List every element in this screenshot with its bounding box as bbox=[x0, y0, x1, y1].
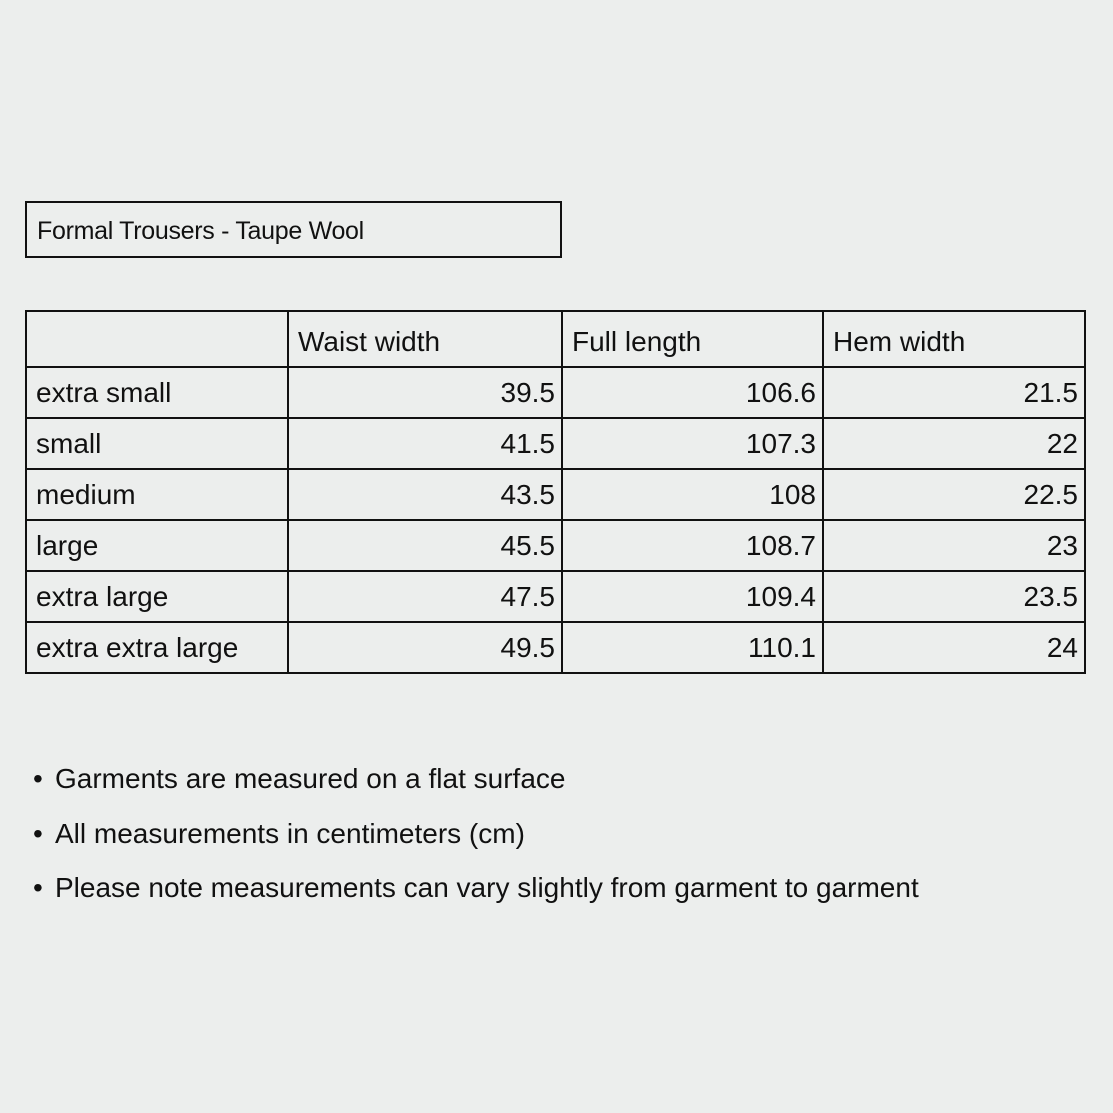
table-row bbox=[26, 571, 1085, 622]
size-cell: extra large bbox=[26, 571, 288, 622]
waist-cell: 41.5 bbox=[288, 418, 562, 469]
note-item bbox=[33, 763, 919, 818]
bullet-icon: • bbox=[33, 763, 43, 794]
waist-cell: 39.5 bbox=[288, 367, 562, 418]
title-box bbox=[25, 201, 562, 258]
bullet-icon: • bbox=[33, 817, 43, 849]
hem-cell: 21.5 bbox=[823, 367, 1085, 418]
note-text: Please note measurements can vary slightly from garment to garment bbox=[55, 872, 919, 903]
size-cell: medium bbox=[26, 469, 288, 520]
hem-cell: 24 bbox=[823, 622, 1085, 673]
size-cell: large bbox=[26, 520, 288, 571]
note-item bbox=[33, 818, 919, 873]
length-cell: 110.1 bbox=[562, 622, 823, 673]
table-row bbox=[26, 367, 1085, 418]
waist-cell: 47.5 bbox=[288, 571, 562, 622]
bullet-icon: • bbox=[33, 872, 43, 903]
header-cell-length: Full length bbox=[562, 311, 823, 367]
table-row bbox=[26, 418, 1085, 469]
waist-cell: 49.5 bbox=[288, 622, 562, 673]
hem-cell: 23.5 bbox=[823, 571, 1085, 622]
hem-cell: 22 bbox=[823, 418, 1085, 469]
hem-cell: 22.5 bbox=[823, 469, 1085, 520]
length-cell: 109.4 bbox=[562, 571, 823, 622]
header-cell-hem: Hem width bbox=[823, 311, 1085, 367]
size-chart-table bbox=[25, 310, 1086, 674]
note-text: All measurements in centimeters (cm) bbox=[55, 817, 525, 849]
length-cell: 108.7 bbox=[562, 520, 823, 571]
table-row bbox=[26, 622, 1085, 673]
note-text: Garments are measured on a flat surface bbox=[55, 763, 566, 794]
table-row bbox=[26, 469, 1085, 520]
hem-cell: 23 bbox=[823, 520, 1085, 571]
table-row bbox=[26, 520, 1085, 571]
header-cell-size bbox=[26, 311, 288, 367]
product-title: Formal Trousers - Taupe Wool bbox=[37, 217, 364, 245]
length-cell: 108 bbox=[562, 469, 823, 520]
length-cell: 107.3 bbox=[562, 418, 823, 469]
header-cell-waist: Waist width bbox=[288, 311, 562, 367]
size-cell: small bbox=[26, 418, 288, 469]
length-cell: 106.6 bbox=[562, 367, 823, 418]
size-cell: extra extra large bbox=[26, 622, 288, 673]
measurement-notes bbox=[33, 763, 919, 927]
waist-cell: 43.5 bbox=[288, 469, 562, 520]
waist-cell: 45.5 bbox=[288, 520, 562, 571]
note-item bbox=[33, 872, 919, 927]
table-header-row bbox=[26, 311, 1085, 367]
size-cell: extra small bbox=[26, 367, 288, 418]
